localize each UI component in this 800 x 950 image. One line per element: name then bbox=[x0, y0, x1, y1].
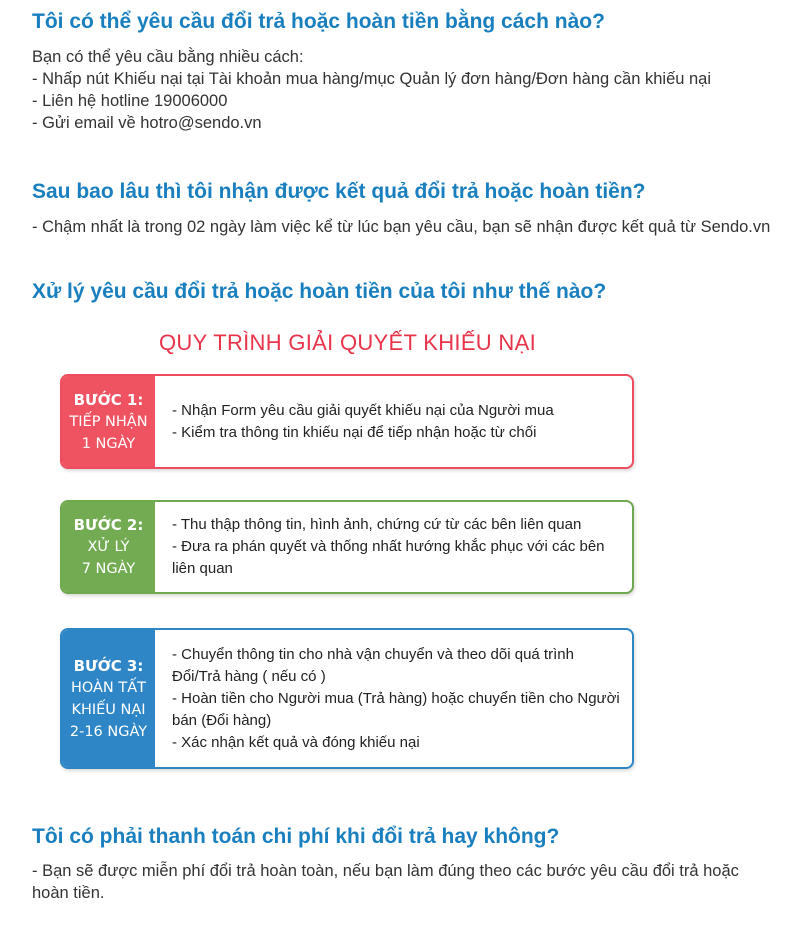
step-1-label-line: 1 NGÀY bbox=[81, 435, 136, 452]
step-1-label-line: TIẾP NHẬN bbox=[69, 413, 148, 430]
step-1-label bbox=[62, 376, 155, 467]
step-1-item: - Nhận Form yêu cầu giải quyết khiếu nại của Người mua bbox=[172, 401, 554, 419]
faq-heading-fees: Tôi có phải thanh toán chi phí khi đổi trả hay không? bbox=[32, 825, 560, 848]
faq-answer-result-time bbox=[32, 216, 777, 238]
answer-line: - Chậm nhất là trong 02 ngày làm việc kể từ lúc bạn yêu cầu, bạn sẽ nhận được kết quả từ Sendo.vn bbox=[32, 218, 771, 236]
answer-line: - Nhấp nút Khiếu nại tại Tài khoản mua hàng/mục Quản lý đơn hàng/Đơn hàng cần khiếu nại bbox=[32, 70, 712, 88]
answer-line: - Gửi email về hotro@sendo.vn bbox=[32, 114, 262, 132]
step-2-label bbox=[62, 502, 155, 592]
process-title: QUY TRÌNH GIẢI QUYẾT KHIẾU NẠI bbox=[159, 330, 536, 355]
step-2-label-line: 7 NGÀY bbox=[81, 561, 136, 577]
step-3-label-line: 2-16 NGÀY bbox=[69, 723, 148, 740]
step-1-body bbox=[172, 376, 624, 467]
process-step-1 bbox=[60, 374, 634, 469]
process-step-3 bbox=[60, 628, 634, 769]
answer-line: - Bạn sẽ được miễn phí đổi trả hoàn toàn, nếu bạn làm đúng theo các bước yêu cầu đổi trả hoặc hoàn tiền. bbox=[32, 862, 739, 902]
faq-heading-request-method: Tôi có thể yêu cầu đổi trả hoặc hoàn tiền bằng cách nào? bbox=[32, 10, 605, 33]
faq-answer-fees bbox=[32, 860, 777, 904]
faq-answer-request-method bbox=[32, 46, 777, 134]
answer-line: Bạn có thể yêu cầu bằng nhiều cách: bbox=[32, 48, 304, 66]
step-2-item: - Đưa ra phán quyết và thống nhất hướng khắc phục với các bên liên quan bbox=[172, 538, 605, 577]
step-3-body bbox=[172, 630, 624, 767]
step-3-label bbox=[62, 630, 155, 767]
step-2-name: BƯỚC 2: bbox=[73, 516, 144, 534]
step-3-item: - Chuyển thông tin cho nhà vận chuyển và theo dõi quá trình Đổi/Trả hàng ( nếu có ) bbox=[172, 645, 574, 685]
step-3-item: - Xác nhận kết quả và đóng khiếu nại bbox=[172, 733, 420, 751]
step-2-item: - Thu thập thông tin, hình ảnh, chứng cứ từ các bên liên quan bbox=[172, 516, 582, 533]
step-2-body bbox=[172, 502, 624, 592]
answer-line: - Liên hệ hotline 19006000 bbox=[32, 92, 228, 110]
step-1-name: BƯỚC 1: bbox=[73, 390, 144, 409]
faq-heading-result-time: Sau bao lâu thì tôi nhận được kết quả đổi trả hoặc hoàn tiền? bbox=[32, 180, 646, 203]
step-1-item: - Kiểm tra thông tin khiếu nại để tiếp nhận hoặc từ chối bbox=[172, 423, 537, 441]
faq-heading-processing: Xử lý yêu cầu đổi trả hoặc hoàn tiền của tôi như thế nào? bbox=[32, 280, 607, 303]
step-2-label-line: XỬ LÝ bbox=[87, 539, 130, 555]
step-3-label-line: HOÀN TẤT bbox=[70, 679, 147, 696]
step-3-item: - Hoàn tiền cho Người mua (Trả hàng) hoặc chuyển tiền cho Người bán (Đổi hàng) bbox=[172, 689, 620, 729]
step-3-label-line: KHIẾU NẠI bbox=[71, 701, 146, 718]
step-3-name: BƯỚC 3: bbox=[73, 656, 144, 675]
process-step-2 bbox=[60, 500, 634, 594]
